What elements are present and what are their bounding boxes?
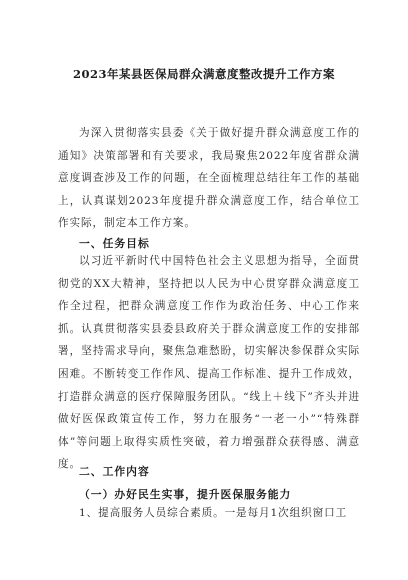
intro-paragraph: 为深入贯彻落实县委《关于做好提升群众满意度工作的通知》决策部署和有关要求，我局聚焦2022年度省群众满意度调查涉及工作的问题，在全面梳理总结往年工作的基础上，认真谋划2023年度提升群众满意度工作，结合单位工作实际，制定本工作方案。 — [58, 127, 360, 230]
section-heading-work-content: 二、工作内容 — [79, 465, 150, 478]
task-goals-paragraph: 以习近平新时代中国特色社会主义思想为指导，全面贯彻党的XX大精神，坚持把以人民为中心贯穿群众满意度工作全过程，把群众满意度工作作为政治任务、中心工作来抓。认真贯彻落实县委县政府关于群众满意度工作的安排部署，坚持需求导向，聚焦急难愁盼，切实解决参保群众实际困难。不断转变工作作风、提高工作标准、提升工作成效，打造群众满意的医疗保障服务团队。“线上＋线下”齐头并进做好医保政策宣传工作，努力在服务“一老一小”“特殊群体”等问题上取得实质性突破，着力增强群众获得感、满意度。 — [58, 255, 360, 471]
subsection-heading-livelihood: （一）办好民生实事，提升医保服务能力 — [79, 488, 292, 501]
section-heading-task-goals: 一、任务目标 — [79, 237, 150, 250]
document-title: 2023年某县医保局群众满意度整改提升工作方案 — [72, 67, 335, 81]
item-paragraph-staff-quality: 1、提高服务人员综合素质。一是每月1次组织窗口工 — [79, 507, 348, 519]
